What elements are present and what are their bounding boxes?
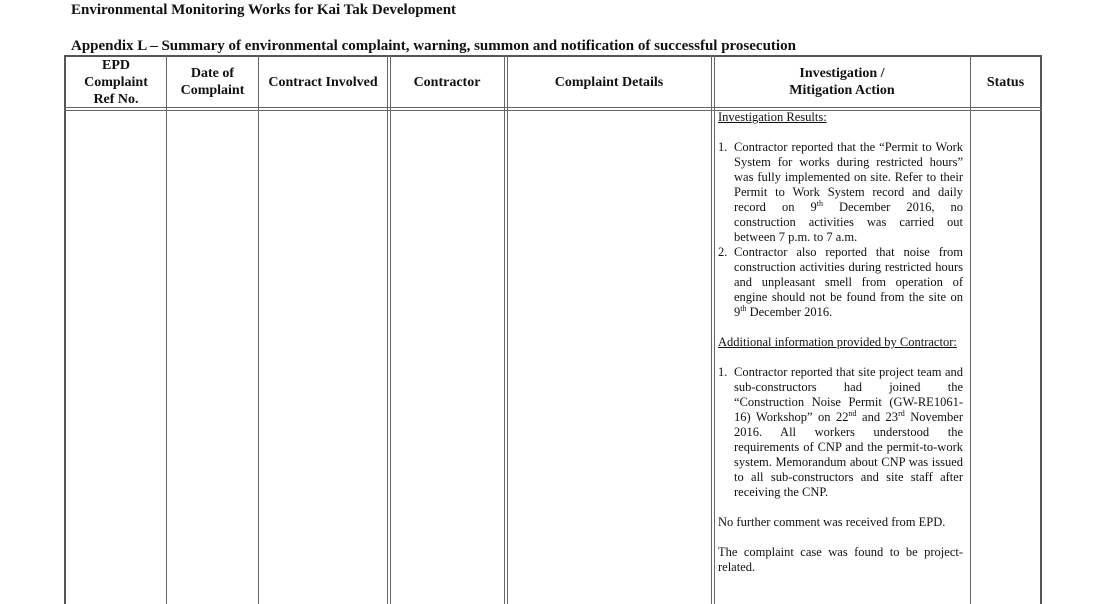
additional-information-item: 1. Contractor reported that site project team and sub-constructors had joined the “Construction Noise Permit (GW-RE1061-16) Workshop” on 22nd and 23rd November 2016. All workers understood the requirements of CNP and the permit-to-work system. Memorandum about CNP was issued to all sub-constructors and site staff after receiving the CNP. — [718, 365, 963, 499]
column-divider — [258, 55, 259, 604]
header-contractor: Contractor — [413, 74, 481, 90]
header-contract-involved: Contract Involved — [268, 74, 378, 90]
investigation-results-heading: Investigation Results: — [718, 110, 827, 124]
header-investigation-mitigation: Investigation / Mitigation Action — [789, 66, 895, 98]
column-divider — [711, 55, 715, 604]
column-divider — [970, 55, 971, 604]
appendix-title: Appendix L – Summary of environmental complaint, warning, summon and notification of successful prosecution — [71, 38, 796, 54]
investigation-cell — [718, 110, 963, 575]
project-related-text: The complaint case was found to be project-related. — [718, 545, 963, 574]
additional-information-heading: Additional information provided by Contractor: — [718, 335, 957, 349]
header-status: Status — [986, 74, 1025, 90]
investigation-result-item: 1. Contractor reported that the “Permit to Work System for works during restricted hours” was fully implemented on site. Refer to their Permit to Work System record and daily record on 9th December 2016, no construction activities was carried out between 7 p.m. to 7 a.m. — [718, 140, 963, 244]
header-complaint-details: Complaint Details — [554, 74, 664, 90]
header-date-of-complaint: Date of Complaint — [180, 66, 245, 98]
document-title: Environmental Monitoring Works for Kai Tak Development — [71, 2, 457, 18]
no-further-comment-text: No further comment was received from EPD. — [718, 515, 946, 529]
investigation-result-item: 2. Contractor also reported that noise from construction activities during restricted hours and unpleasant smell from operation of engine should not be found from the site on 9th December 2016. — [718, 245, 963, 319]
column-divider — [387, 55, 391, 604]
header-epd-ref: EPD Complaint Ref No. — [84, 57, 148, 107]
column-divider — [166, 55, 167, 604]
column-divider — [504, 55, 508, 604]
